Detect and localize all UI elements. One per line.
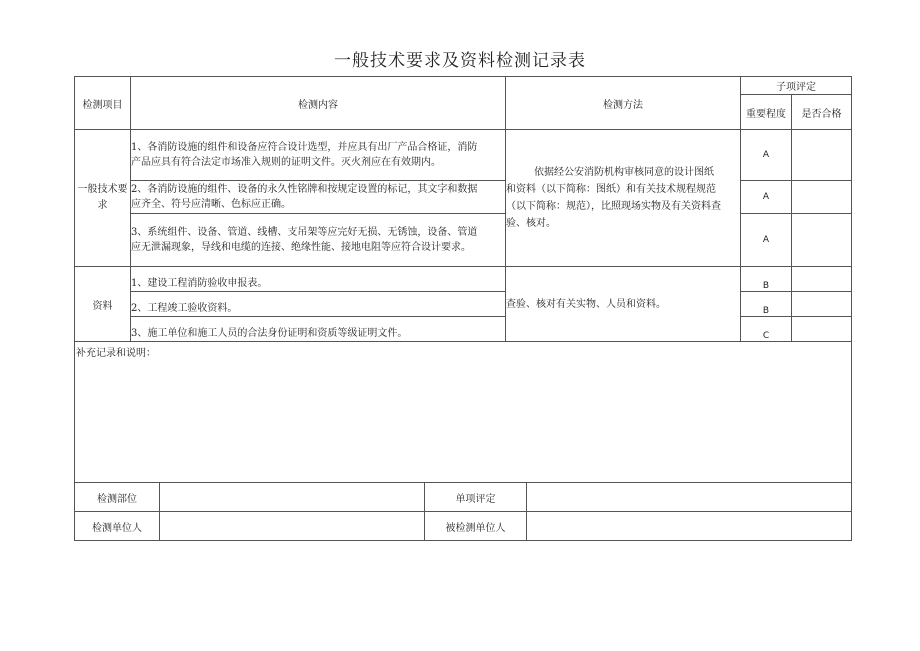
inspector-field[interactable] (160, 512, 425, 541)
dept-label: 检测部位 (75, 483, 160, 512)
header-item: 检测项目 (75, 77, 131, 130)
content-line: 2、各消防设施的组件、设备的永久性铭牌和按规定设置的标记，其文字和数据 (131, 184, 478, 195)
header-method: 检测方法 (506, 77, 741, 130)
method-line: 验、核对。 (506, 218, 556, 229)
content-line: 产品应具有符合法定市场准入规则的证明文件。灭火剂应在有效期内。 (131, 157, 441, 168)
grade-cell: A (741, 181, 792, 214)
grade-cell: A (741, 130, 792, 181)
content-line: 1、各消防设施的组件和设备应符合设计选型，并应具有出厂产品合格证，消防 (131, 142, 478, 153)
section-name (75, 130, 131, 267)
method-line: （以下简称：规范），比照现场实物及有关资料查 (506, 201, 721, 212)
footer-table (74, 482, 852, 541)
header-sub-eval: 子项评定 (741, 77, 852, 95)
grade-cell: C (741, 317, 792, 342)
inspected-label: 被检测单位人 (425, 512, 527, 541)
header-importance: 重要程度 (741, 95, 792, 130)
qualified-cell[interactable] (792, 214, 852, 267)
inspector-label: 检测单位人 (75, 512, 160, 541)
method-cell (506, 130, 741, 267)
method-line: 和资料（以下简称：图纸）和有关技术规程规范 (506, 184, 716, 195)
qualified-cell[interactable] (792, 292, 852, 317)
header-row-1 (75, 77, 852, 95)
section-name-line1: 一般技术要 (77, 184, 128, 195)
content-line: 应无泄漏现象，导线和电缆的连接、绝缘性能、接地电阻等应符合设计要求。 (131, 242, 471, 253)
qualified-cell[interactable] (792, 130, 852, 181)
section-name-line2: 求 (97, 200, 108, 211)
grade-cell: B (741, 292, 792, 317)
content-item (131, 292, 506, 317)
content-item (131, 267, 506, 292)
method-line: 查验、核对有关实物、人员和资料。 (506, 298, 666, 310)
page-title: 一般技术要求及资料检测记录表 (334, 51, 586, 71)
footer-row (75, 483, 852, 512)
grade-cell: B (741, 267, 792, 292)
method-line: 依据经公安消防机构审核同意的设计图纸 (534, 167, 714, 178)
record-table (74, 76, 852, 483)
content-item (131, 214, 506, 267)
dept-field[interactable] (160, 483, 425, 512)
remarks-area[interactable] (75, 342, 852, 483)
content-line: 2、工程竣工验收资料。 (131, 303, 238, 314)
content-line: 1、建设工程消防验收申报表。 (131, 278, 268, 289)
table-row (75, 130, 852, 181)
method-cell (506, 267, 741, 342)
table-row (75, 267, 852, 292)
remarks-label: 补充记录和说明： (76, 348, 156, 359)
content-line: 应齐全、符号应清晰、色标应正确。 (131, 199, 291, 210)
content-item (131, 181, 506, 214)
content-item (131, 317, 506, 342)
qualified-cell[interactable] (792, 181, 852, 214)
header-content: 检测内容 (131, 77, 506, 130)
footer-row (75, 512, 852, 541)
header-qualified: 是否合格 (792, 95, 852, 130)
qualified-cell[interactable] (792, 317, 852, 342)
eval-label: 单项评定 (425, 483, 527, 512)
content-item (131, 130, 506, 181)
content-line: 3、施工单位和施工人员的合法身份证明和资质等级证明文件。 (131, 328, 408, 339)
grade-cell: A (741, 214, 792, 267)
section-name: 资料 (75, 267, 131, 342)
remarks-row (75, 342, 852, 483)
content-line: 3、系统组件、设备、管道、线槽、支吊架等应完好无损、无锈蚀，设备、管道 (131, 227, 478, 238)
qualified-cell[interactable] (792, 267, 852, 292)
eval-field[interactable] (527, 483, 852, 512)
inspected-field[interactable] (527, 512, 852, 541)
